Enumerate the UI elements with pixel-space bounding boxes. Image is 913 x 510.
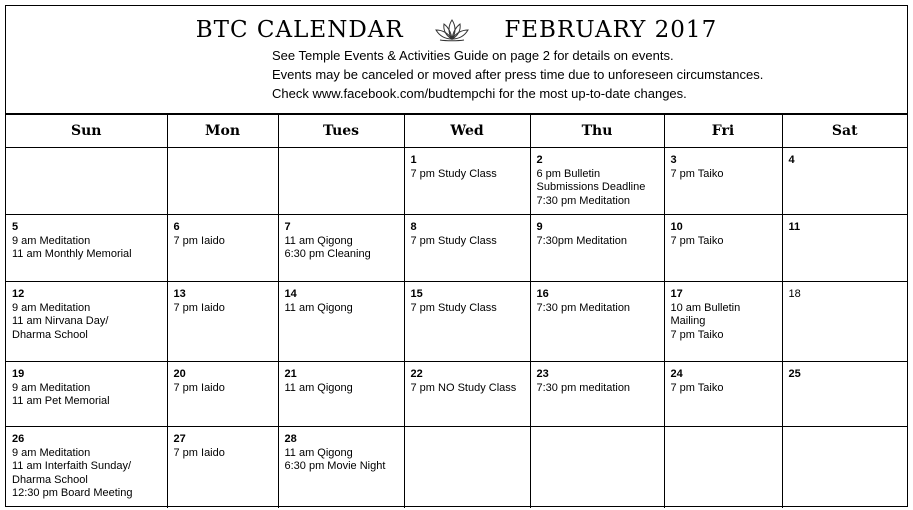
lotus-icon xyxy=(434,18,470,42)
event-line: 11 am Interfaith Sunday/ xyxy=(12,460,132,472)
day-number: 21 xyxy=(284,368,297,380)
day-cell xyxy=(530,282,664,362)
empty-day-cell xyxy=(6,148,167,215)
event-line: 7 pm Taiko xyxy=(670,167,724,180)
day-number: 8 xyxy=(410,221,417,233)
weekday-header: Thu xyxy=(530,115,664,148)
day-cell xyxy=(404,282,530,362)
event-line: 6:30 pm Cleaning xyxy=(284,248,371,260)
event-line: 6:30 pm Movie Night xyxy=(284,460,386,472)
event-line: 7 pm Taiko xyxy=(670,381,724,394)
empty-day-cell xyxy=(167,148,278,215)
day-cell xyxy=(404,215,530,282)
day-number: 6 xyxy=(173,221,180,233)
day-number: 11 xyxy=(788,221,801,233)
title-left: BTC CALENDAR xyxy=(195,17,404,43)
header-notes xyxy=(272,46,763,103)
week-row xyxy=(6,215,907,282)
event-line: 9 am Meditation xyxy=(12,234,91,247)
day-cell xyxy=(6,215,167,282)
day-number: 13 xyxy=(173,288,186,300)
weekday-header: Mon xyxy=(167,115,278,148)
day-number: 17 xyxy=(670,288,683,300)
empty-day-cell xyxy=(404,427,530,508)
day-number: 26 xyxy=(12,433,25,445)
week-row xyxy=(6,282,907,362)
day-number: 25 xyxy=(788,368,801,380)
event-line: 11 am Qigong xyxy=(284,381,353,394)
event-line: 7:30pm Meditation xyxy=(536,234,627,247)
title-right: FEBRUARY 2017 xyxy=(504,17,718,43)
event-line: 9 am Meditation xyxy=(12,301,91,314)
event-line: 9 am Meditation xyxy=(12,381,91,394)
day-number: 20 xyxy=(173,368,186,380)
day-cell xyxy=(664,148,782,215)
event-line: 11 am Qigong xyxy=(284,234,353,247)
calendar-grid xyxy=(6,114,907,508)
day-cell xyxy=(278,427,404,508)
week-row xyxy=(6,427,907,508)
empty-day-cell xyxy=(530,427,664,508)
day-cell xyxy=(530,148,664,215)
day-number: 15 xyxy=(410,288,423,300)
event-line: 11 am Qigong xyxy=(284,446,353,459)
note-line: Events may be canceled or moved after press time due to unforeseen circumstances. xyxy=(272,67,764,82)
empty-day-cell xyxy=(664,427,782,508)
day-cell xyxy=(167,282,278,362)
day-number: 7 xyxy=(284,221,291,233)
day-number: 1 xyxy=(410,154,417,166)
day-number: 18 xyxy=(788,288,801,300)
day-cell xyxy=(6,282,167,362)
day-cell xyxy=(167,427,278,508)
day-cell xyxy=(664,282,782,362)
calendar-page xyxy=(5,5,908,507)
weekday-header: Fri xyxy=(664,115,782,148)
day-number: 22 xyxy=(410,368,423,380)
day-cell xyxy=(404,362,530,427)
day-cell xyxy=(664,215,782,282)
day-cell xyxy=(782,362,907,427)
event-line: 7:30 pm Meditation xyxy=(536,301,631,314)
event-line: 11 am Qigong xyxy=(284,301,353,314)
day-number: 5 xyxy=(12,221,19,233)
event-line: 9 am Meditation xyxy=(12,446,91,459)
event-line: 11 am Pet Memorial xyxy=(12,395,110,407)
event-line: 7 pm Study Class xyxy=(410,167,497,180)
event-line: 6 pm Bulletin xyxy=(536,167,601,180)
event-line: Dharma School xyxy=(12,328,88,341)
day-cell xyxy=(782,282,907,362)
calendar-title xyxy=(6,16,907,43)
empty-day-cell xyxy=(278,148,404,215)
event-line: 7 pm Iaido xyxy=(173,381,225,394)
weekday-header: Tues xyxy=(278,115,404,148)
day-cell xyxy=(530,215,664,282)
day-cell xyxy=(6,362,167,427)
weekday-header: Sat xyxy=(782,115,907,148)
event-line: Dharma School xyxy=(12,473,88,486)
day-cell xyxy=(167,362,278,427)
day-cell xyxy=(278,282,404,362)
note-line: Check www.facebook.com/budtempchi for the most up-to-date changes. xyxy=(272,86,687,101)
day-cell xyxy=(278,362,404,427)
week-row xyxy=(6,148,907,215)
day-cell xyxy=(6,427,167,508)
day-cell xyxy=(167,215,278,282)
day-number: 12 xyxy=(12,288,25,300)
event-line: 11 am Nirvana Day/ xyxy=(12,315,109,327)
day-number: 3 xyxy=(670,154,677,166)
day-cell xyxy=(278,215,404,282)
event-line: 7:30 pm meditation xyxy=(536,381,631,394)
note-line: See Temple Events & Activities Guide on page 2 for details on events. xyxy=(272,48,674,63)
event-line: 11 am Monthly Memorial xyxy=(12,248,132,260)
event-line: Mailing xyxy=(670,315,706,327)
event-line: 7:30 pm Meditation xyxy=(536,194,631,207)
day-number: 2 xyxy=(536,154,543,166)
day-number: 16 xyxy=(536,288,549,300)
day-number: 10 xyxy=(670,221,683,233)
day-cell xyxy=(782,148,907,215)
event-line: 7 pm NO Study Class xyxy=(410,381,517,394)
day-cell xyxy=(530,362,664,427)
day-number: 28 xyxy=(284,433,297,445)
event-line: 7 pm Iaido xyxy=(173,301,225,314)
event-line: 7 pm Study Class xyxy=(410,234,497,247)
empty-day-cell xyxy=(782,427,907,508)
weekday-header: Wed xyxy=(404,115,530,148)
day-number: 23 xyxy=(536,368,549,380)
event-line: 7 pm Iaido xyxy=(173,446,225,459)
event-line: 12:30 pm Board Meeting xyxy=(12,487,133,499)
event-line: 7 pm Taiko xyxy=(670,328,724,341)
day-number: 19 xyxy=(12,368,25,380)
event-line: 7 pm Study Class xyxy=(410,301,497,314)
day-number: 27 xyxy=(173,433,186,445)
day-number: 4 xyxy=(788,154,795,166)
day-number: 14 xyxy=(284,288,297,300)
weekday-header-row xyxy=(6,115,907,148)
day-cell xyxy=(664,362,782,427)
weekday-header: Sun xyxy=(6,115,167,148)
event-line: 7 pm Taiko xyxy=(670,234,724,247)
day-number: 9 xyxy=(536,221,543,233)
week-row xyxy=(6,362,907,427)
calendar-header xyxy=(6,6,907,114)
event-line: Submissions Deadline xyxy=(536,181,646,193)
day-cell xyxy=(404,148,530,215)
day-number: 24 xyxy=(670,368,683,380)
event-line: 7 pm Iaido xyxy=(173,234,225,247)
day-cell xyxy=(782,215,907,282)
event-line: 10 am Bulletin xyxy=(670,301,741,314)
